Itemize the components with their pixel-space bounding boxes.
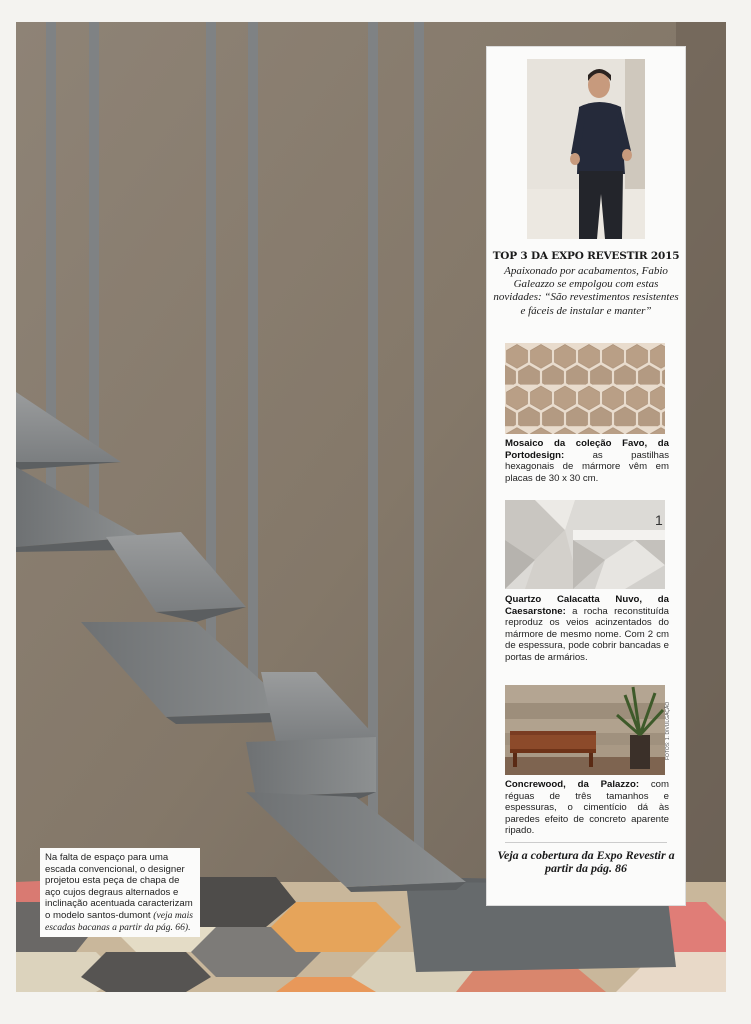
quartz-kitchen-image	[505, 500, 665, 589]
caption-concrewood-text: com réguas de três tamanhos e espessuras, o cimentício dá às paredes efeito de concreto aparente ripado.	[505, 779, 669, 837]
staircase-caption	[40, 848, 200, 937]
caption-concrewood-name: Concrewood, da Palazzo:	[505, 779, 640, 790]
top3-sidebar	[487, 47, 685, 905]
caption-calacatta	[505, 594, 669, 664]
sidebar-title: TOP 3 DA EXPO REVESTIR 2015	[492, 250, 680, 262]
hexagon-mosaic-image	[505, 343, 665, 434]
designer-portrait	[527, 59, 645, 239]
concrewood-image	[505, 685, 665, 775]
sidebar-intro: Apaixonado por acabamentos, Fabio Galeazzo se empolgou com estas novidades: “São revestimentos resistentes e fáceis de instalar e manter”	[493, 265, 679, 317]
see-coverage-link: Veja a cobertura da Expo Revestir a partir da pág. 86	[497, 848, 675, 875]
caption-favo	[505, 438, 669, 484]
caption-calacatta-name: Quartzo Calacatta Nuvo, da Caesarstone:	[505, 594, 669, 617]
caption-calacatta-text: a rocha reconstituída reproduz os veios acinzentados do mármore de mesmo nome. Com 2 cm de espessura, pode cobrir bancadas e portas de armários.	[505, 605, 669, 663]
caption-favo-name: Mosaico da coleção Favo, da Portodesign:	[505, 438, 669, 461]
divider	[505, 842, 667, 843]
caption-favo-text: as pastilhas hexagonais de mármore vêm em placas de 30 x 30 cm.	[505, 449, 669, 484]
staircase-caption-text: Na falta de espaço para uma escada convencional, o designer projetou esta peça de chapa de aço cujos degraus alternados e inclinação acentuada caracterizam o modelo santos-dumont	[45, 852, 193, 921]
image-marker: 1	[655, 512, 663, 528]
staircase-caption-ref: (veja mais escadas bacanas a partir da pág. 66).	[45, 909, 193, 933]
caption-concrewood	[505, 779, 669, 837]
photo-credit: FOTOS: 1. DIVULGAÇÃO	[665, 701, 671, 760]
